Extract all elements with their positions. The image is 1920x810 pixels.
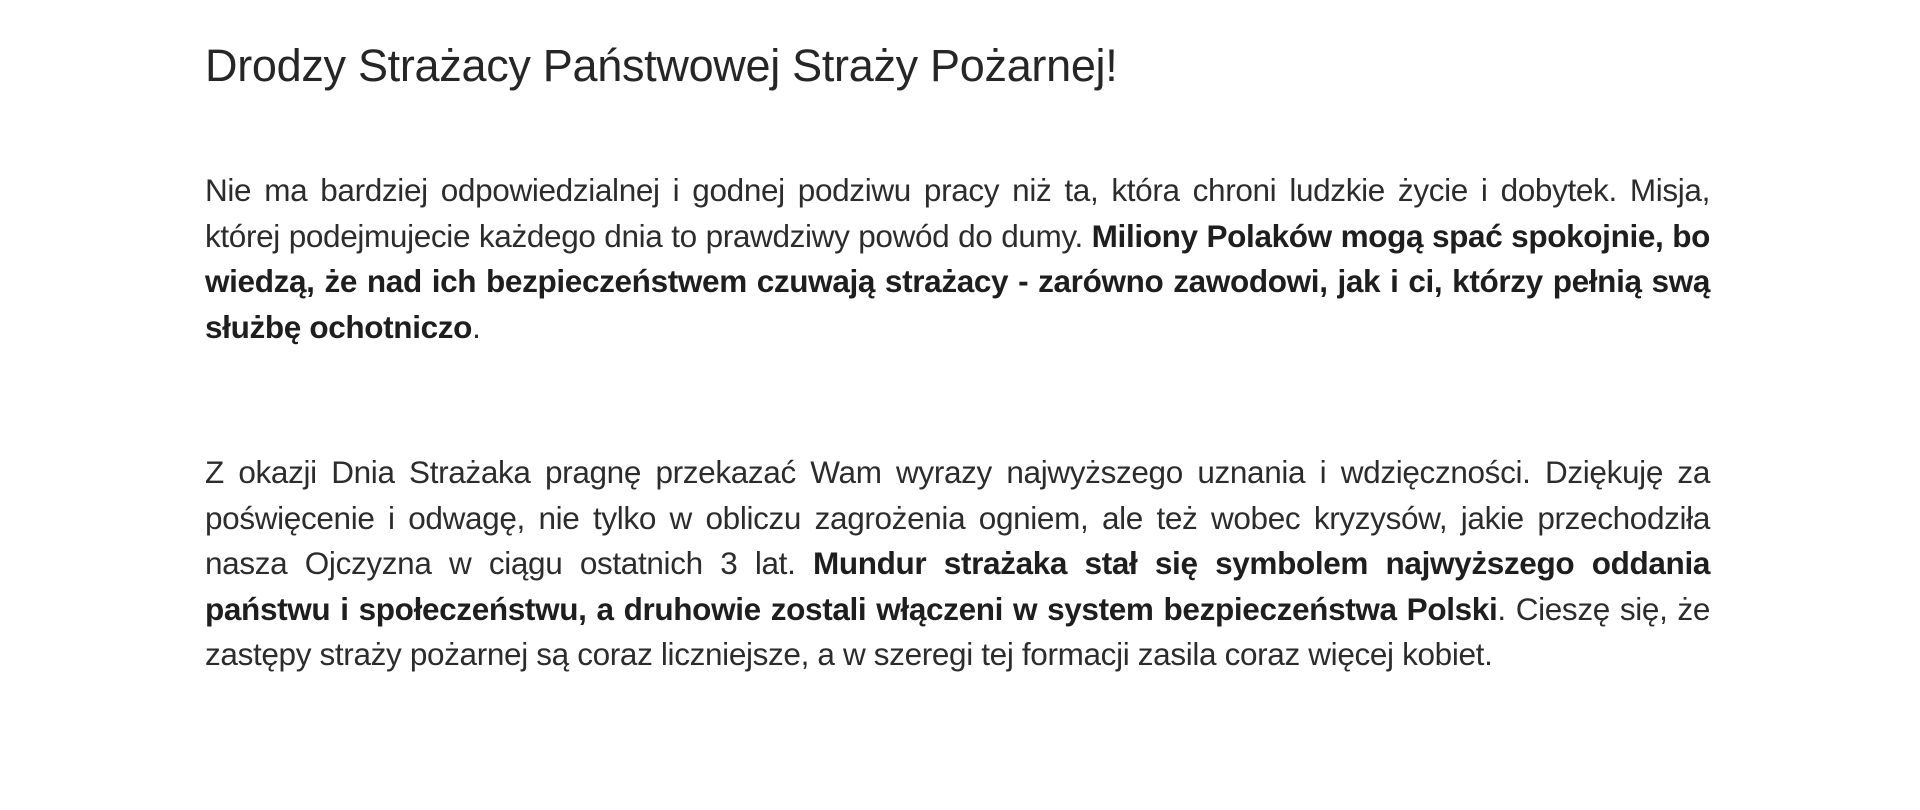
paragraph-text: . Cieszę się, że zastępy straży pożarnej są coraz liczniejsze, a w szeregi tej formacji zasila coraz więcej kobiet. xyxy=(205,590,1710,672)
paragraph-text: . xyxy=(472,308,481,345)
letter-paragraph xyxy=(205,450,1710,678)
letter-greeting: Drodzy Strażacy Państwowej Straży Pożarnej! xyxy=(205,40,1118,91)
paragraph-text: Nie ma bardziej odpowiedzialnej i godnej podziwu pracy niż ta, która chroni ludzkie życie i dobytek. Misja, której podejmujecie każdego dnia to prawdziwy powód do dumy. xyxy=(205,172,1710,254)
paragraph-bold-text: Miliony Polaków mogą spać spokojnie, bo wiedzą, że nad ich bezpieczeństwem czuwają strażacy - zarówno zawodowi, jak i ci, którzy pełnią swą służbę ochotniczo xyxy=(205,217,1710,345)
letter-paragraph xyxy=(205,168,1710,350)
paragraph-bold-text: Mundur strażaka stał się symbolem najwyższego oddania państwu i społeczeństwu, a druhowie zostali włączeni w system bezpieczeństwa Polski xyxy=(205,545,1711,627)
paragraph-text: Z okazji Dnia Strażaka pragnę przekazać Wam wyrazy najwyższego uznania i wdzięczności. Dziękuję za poświęcenie i odwagę, nie tylko w obliczu zagrożenia ogniem, ale też wobec kryzysów, jakie przechodziła nasza Ojczyzna w ciągu ostatnich 3 lat. xyxy=(205,454,1710,581)
